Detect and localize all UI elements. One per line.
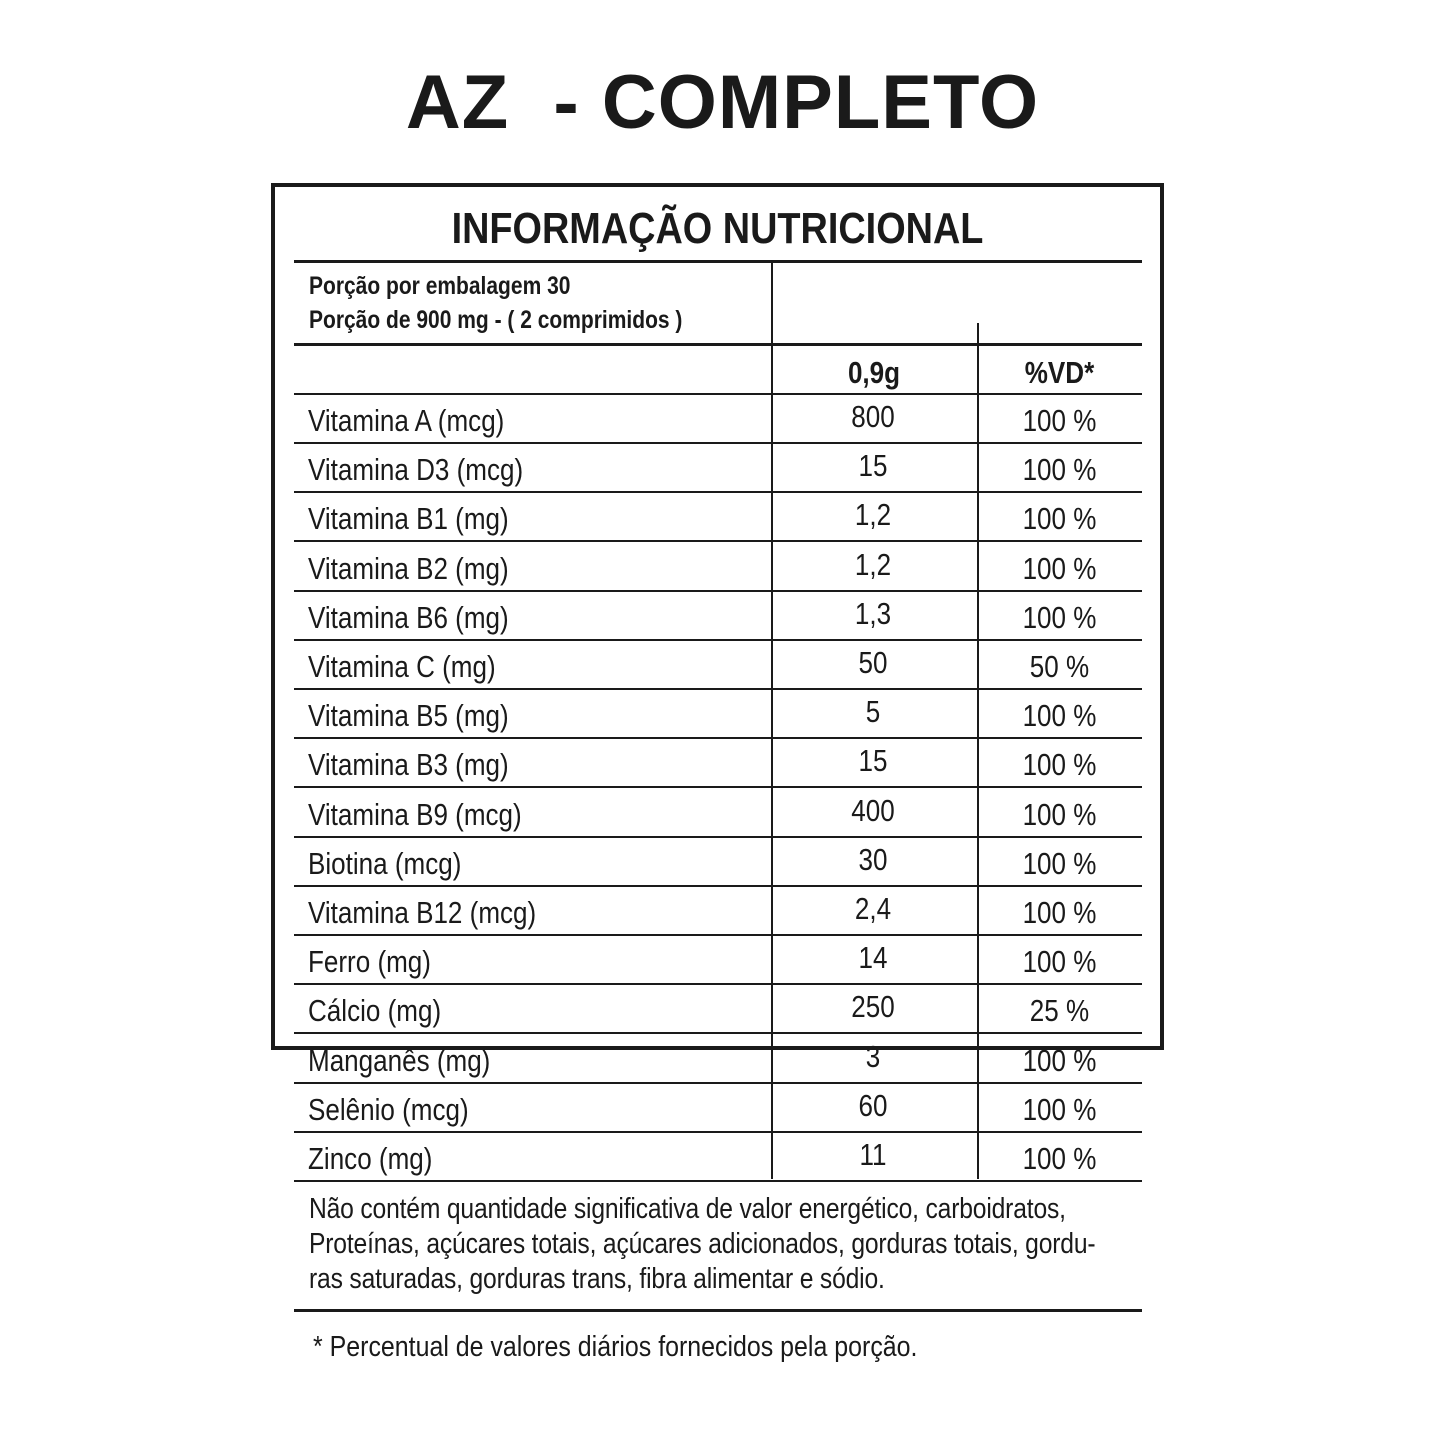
nutrient-row [294,887,1142,936]
nutrient-daily-value: 100 % [1022,452,1097,488]
nutrient-name: Vitamina C (mg) [308,649,496,684]
nutrient-amount: 11 [859,1137,887,1172]
nutrient-name: Cálcio (mg) [308,993,442,1029]
nutrient-row [294,493,1142,542]
disclaimer-line: Não contém quantidade significativa de valor energético, carboidratos, [309,1193,1066,1225]
nutrient-name: Zinco (mg) [308,1141,433,1176]
serving-divider [294,343,1142,346]
nutrition-facts-title: INFORMAÇÃO NUTRICIONAL [451,204,984,253]
nutrient-row [294,985,1142,1034]
serving-dv-divider [977,323,979,343]
nutrient-amount: 30 [858,841,888,877]
nutrient-daily-value: 100 % [1022,895,1097,930]
nutrient-daily-value: 100 % [1022,1141,1097,1176]
nutrient-daily-value: 100 % [1022,550,1097,586]
nutrient-daily-value: 50 % [1029,649,1090,684]
disclaimer-line: ras saturadas, gorduras trans, fibra alimentar e sódio. [309,1263,885,1295]
daily-value-column-header: %VD* [1024,355,1095,390]
nutrient-name: Vitamina B12 (mcg) [308,895,537,930]
nutrient-daily-value: 100 % [1022,747,1097,783]
amount-column-header: 0,9g [847,355,901,390]
nutrient-row [294,395,1142,444]
nutrient-daily-value: 100 % [1022,599,1097,635]
nutrient-disclaimer [309,1192,1138,1297]
nutrient-daily-value: 25 % [1029,993,1090,1029]
nutrient-row [294,789,1142,838]
nutrient-row [294,641,1142,690]
nutrient-amount: 1,3 [854,595,892,631]
nutrient-row [294,838,1142,887]
nutrient-name: Vitamina B6 (mg) [308,599,509,635]
nutrient-row [294,690,1142,739]
nutrient-name: Vitamina A (mcg) [308,403,505,438]
nutrient-daily-value: 100 % [1022,1091,1097,1127]
nutrient-daily-value: 100 % [1022,403,1097,438]
nutrient-name: Vitamina D3 (mcg) [308,452,524,488]
nutrient-row [294,444,1142,493]
nutrient-name: Selênio (mcg) [308,1091,469,1127]
nutrient-name: Vitamina B9 (mcg) [308,796,522,832]
title-divider [294,260,1142,263]
serving-size: Porção de 900 mg - ( 2 comprimidos ) [309,306,683,334]
nutrient-amount: 1,2 [854,546,892,582]
disclaimer-line: Proteínas, açúcares totais, açúcares adicionados, gorduras totais, gordu- [309,1228,1096,1260]
nutrient-row [294,1084,1142,1133]
nutrient-daily-value: 100 % [1022,796,1097,832]
serving-column-divider [771,263,773,343]
nutrient-name: Vitamina B1 (mg) [308,501,509,537]
nutrient-daily-value: 100 % [1022,1042,1097,1078]
product-title: AZ - COMPLETO [405,60,1040,145]
serving-per-package: Porção por embalagem 30 [309,272,571,300]
nutrient-amount: 800 [851,399,895,434]
nutrient-amount: 15 [858,743,888,779]
nutrient-row [294,592,1142,641]
nutrient-row [294,543,1142,592]
row-divider [294,1180,1142,1182]
nutrient-amount: 3 [865,1038,881,1074]
nutrient-name: Manganês (mg) [308,1042,491,1078]
nutrient-amount: 5 [865,694,881,730]
nutrient-row [294,1035,1142,1084]
nutrient-amount: 14 [858,940,888,976]
nutrient-daily-value: 100 % [1022,501,1097,537]
nutrient-row [294,936,1142,985]
footnote-divider [294,1309,1142,1312]
nutrient-daily-value: 100 % [1022,698,1097,734]
nutrient-name: Vitamina B5 (mg) [308,698,509,734]
nutrient-amount: 60 [858,1087,888,1123]
nutrient-amount: 1,2 [854,497,892,533]
nutrient-name: Vitamina B2 (mg) [308,550,509,586]
nutrient-row [294,1133,1142,1182]
nutrient-name: Ferro (mg) [308,944,431,980]
nutrient-amount: 15 [858,448,888,484]
nutrient-amount: 250 [851,989,895,1025]
nutrition-facts-panel [271,183,1164,1363]
nutrient-name: Biotina (mcg) [308,845,462,881]
nutrient-daily-value: 100 % [1022,845,1097,881]
daily-value-footnote: * Percentual de valores diários fornecidos pela porção. [313,1331,918,1363]
nutrient-row [294,739,1142,788]
nutrient-amount: 2,4 [854,891,892,926]
nutrient-name: Vitamina B3 (mg) [308,747,509,783]
nutrient-amount: 50 [858,645,888,680]
nutrient-daily-value: 100 % [1022,944,1097,980]
nutrient-amount: 400 [851,792,895,828]
